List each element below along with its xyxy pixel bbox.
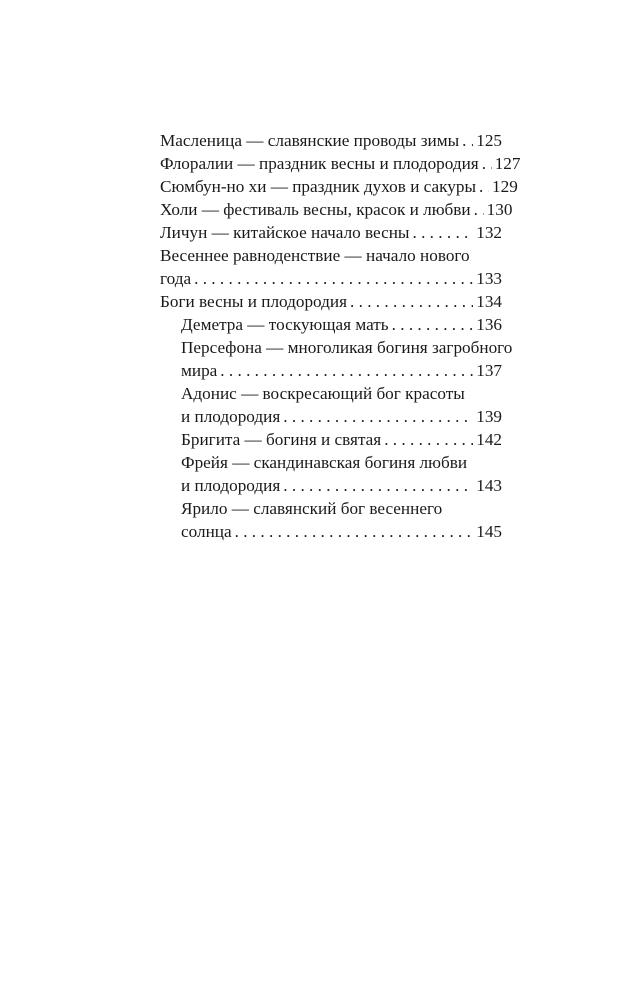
toc-entry-title: Фрейя — скандинавская богиня любви bbox=[181, 453, 468, 472]
toc-entry-page: 143 bbox=[476, 476, 502, 495]
toc-entry-title: Деметра — тоскующая мать bbox=[181, 315, 389, 334]
leader-dots bbox=[194, 267, 473, 290]
toc-subentry bbox=[181, 313, 502, 336]
toc-entry bbox=[160, 152, 521, 175]
toc-entry-title: Боги весны и плодородия bbox=[160, 292, 347, 311]
toc-subentry bbox=[181, 497, 502, 543]
toc-entry-title: Ярило — славянский бог весеннего bbox=[181, 499, 443, 518]
toc-entry-title-cont: и плодородия bbox=[181, 476, 281, 495]
toc-entry-title: Весеннее равноденствие — начало нового bbox=[160, 246, 470, 265]
toc-entry-title: Адонис — воскресающий бог красоты bbox=[181, 384, 465, 403]
toc-entry-page: 142 bbox=[476, 430, 502, 449]
leader-dots bbox=[462, 129, 473, 152]
toc-entry-page: 137 bbox=[476, 361, 502, 380]
toc-entry bbox=[160, 221, 502, 244]
leader-dots bbox=[235, 520, 474, 543]
toc-entry-page: 134 bbox=[476, 292, 502, 311]
toc-entry-title-cont: солнца bbox=[181, 522, 232, 541]
toc-subentry bbox=[181, 336, 513, 382]
toc-entry-title: Бригита — богиня и святая bbox=[181, 430, 382, 449]
toc-entry-title: Масленица — славянские проводы зимы bbox=[160, 131, 460, 150]
toc-entry-page: 133 bbox=[476, 269, 502, 288]
toc-entry-title: Персефона — многоликая богиня загробного bbox=[181, 338, 513, 357]
toc-subentry bbox=[181, 451, 502, 497]
toc-entry bbox=[160, 198, 513, 221]
leader-dots bbox=[482, 152, 492, 175]
toc-entry-title: Личун — китайское начало весны bbox=[160, 223, 410, 242]
toc-entry-page: 125 bbox=[476, 131, 502, 150]
toc-entry bbox=[160, 175, 518, 198]
toc-entry-title-cont: и плодородия bbox=[181, 407, 281, 426]
toc-subentry bbox=[181, 428, 502, 451]
leader-dots bbox=[350, 290, 473, 313]
toc-entry-title-cont: года bbox=[160, 269, 192, 288]
toc-entry-page: 130 bbox=[486, 200, 513, 219]
toc-entry bbox=[160, 244, 502, 290]
toc-entry-page: 136 bbox=[476, 315, 502, 334]
toc-entry-title: Сюмбун-но хи — праздник духов и сакуры bbox=[160, 177, 476, 196]
toc-subentry bbox=[181, 382, 502, 428]
leader-dots bbox=[412, 221, 473, 244]
toc-entry-page: 132 bbox=[476, 223, 502, 242]
leader-dots bbox=[283, 405, 473, 428]
toc-entry-title: Флоралии — праздник весны и плодородия bbox=[160, 154, 479, 173]
toc-entry-page: 127 bbox=[494, 154, 521, 173]
toc-entry-page: 129 bbox=[492, 177, 518, 196]
leader-dots bbox=[384, 428, 473, 451]
toc-entry-page: 145 bbox=[476, 522, 502, 541]
leader-dots bbox=[479, 175, 489, 198]
toc-entry bbox=[160, 290, 502, 313]
toc-entry-title: Холи — фестиваль весны, красок и любви bbox=[160, 200, 471, 219]
toc-entry-title-cont: мира bbox=[181, 361, 218, 380]
toc-entry bbox=[160, 129, 502, 152]
toc-entry-page: 139 bbox=[476, 407, 502, 426]
leader-dots bbox=[392, 313, 474, 336]
leader-dots bbox=[283, 474, 473, 497]
leader-dots bbox=[220, 359, 473, 382]
leader-dots bbox=[474, 198, 484, 221]
